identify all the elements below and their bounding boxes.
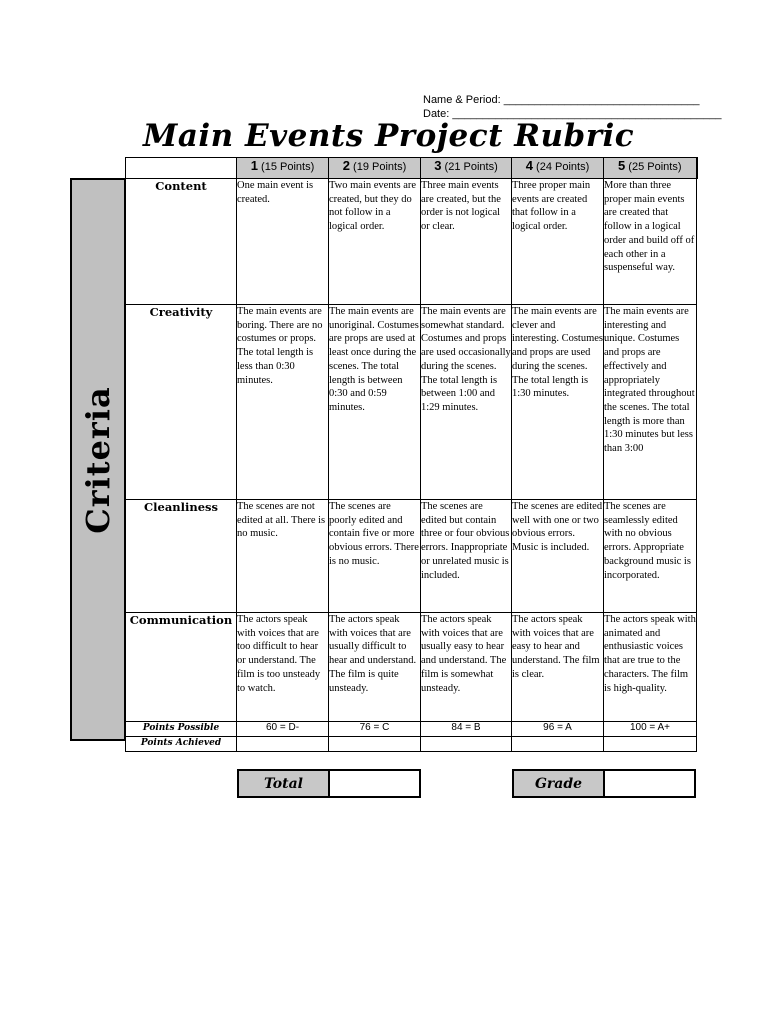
level-header-3: [421, 158, 512, 179]
points-achieved-label: Points Achieved: [126, 737, 237, 752]
grade-threshold: 60 = D-: [237, 722, 329, 737]
rubric-cell: Three main events are created, but the order is not logical or clear.: [421, 179, 512, 305]
points-achieved-cell-5[interactable]: [604, 737, 697, 752]
criteria-name: Cleanliness: [126, 500, 237, 613]
grade-threshold: 100 = A+: [604, 722, 697, 737]
rubric-cell: Two main events are created, but they do not follow in a logical order.: [329, 179, 421, 305]
points-possible-row: [126, 722, 697, 737]
rubric-cell: The main events are unoriginal. Costumes are props are used at least once during the scenes. The total length is between 0:30 and 0:59 minutes.: [329, 305, 421, 500]
level-points: (15 Points): [261, 161, 315, 173]
level-points: (25 Points): [628, 161, 682, 173]
level-header-row: [126, 158, 697, 179]
level-number: 2: [342, 158, 350, 173]
criteria-label-text: Criteria: [79, 385, 117, 534]
rubric-cell: More than three proper main events are created that follow in a logical order and build off of each other in a suspenseful way.: [604, 179, 697, 305]
criteria-row-communication: [126, 613, 697, 722]
name-period-field[interactable]: Name & Period: ________________________________: [423, 94, 700, 106]
level-points: (24 Points): [536, 161, 590, 173]
criteria-side-label: [70, 178, 126, 741]
grade-field[interactable]: [603, 769, 696, 798]
total-field[interactable]: [328, 769, 421, 798]
level-header-4: [512, 158, 604, 179]
rubric-cell: The actors speak with voices that are easy to hear and understand. The film is clear.: [512, 613, 604, 722]
grade-threshold: 76 = C: [329, 722, 421, 737]
rubric-cell: The actors speak with voices that are usually easy to hear and understand. The film is somewhat unsteady.: [421, 613, 512, 722]
criteria-row-cleanliness: [126, 500, 697, 613]
level-points: (21 Points): [444, 161, 498, 173]
level-header-1: [237, 158, 329, 179]
criteria-row-creativity: [126, 305, 697, 500]
points-achieved-cell-2[interactable]: [329, 737, 421, 752]
level-number: 3: [434, 158, 442, 173]
total-label: Total: [237, 769, 330, 798]
rubric-cell: The scenes are seamlessly edited with no obvious errors. Appropriate background music is incorporated.: [604, 500, 697, 613]
page-title: Main Events Project Rubric: [143, 118, 635, 154]
rubric-cell: Three proper main events are created that follow in a logical order.: [512, 179, 604, 305]
student-info: [423, 93, 722, 121]
level-header-5: [604, 158, 697, 179]
rubric-cell: The main events are interesting and unique. Costumes and props are effectively and appropriately integrated throughout the scenes. The total length is more than 1:30 minutes but less than 3:00: [604, 305, 697, 500]
criteria-name: Content: [126, 179, 237, 305]
grade-threshold: 96 = A: [512, 722, 604, 737]
rubric-cell: The actors speak with voices that are usually difficult to hear and understand. The film is quite unsteady.: [329, 613, 421, 722]
rubric-cell: The main events are somewhat standard. Costumes and props are used occasionally during the scenes. The total length is between 1:00 and 1:29 minutes.: [421, 305, 512, 500]
level-number: 5: [618, 158, 626, 173]
rubric-cell: The main events are boring. There are no costumes or props. The total length is less than 0:30 minutes.: [237, 305, 329, 500]
points-achieved-cell-4[interactable]: [512, 737, 604, 752]
criteria-row-content: [126, 179, 697, 305]
level-points: (19 Points): [353, 161, 407, 173]
rubric-cell: The scenes are poorly edited and contain five or more obvious errors. There is no music.: [329, 500, 421, 613]
points-possible-label: Points Possible: [126, 722, 237, 737]
rubric-cell: The actors speak with voices that are too difficult to hear or understand. The film is too unsteady to watch.: [237, 613, 329, 722]
level-header-2: [329, 158, 421, 179]
rubric-cell: The scenes are edited but contain three or four obvious errors. Inappropriate or unrelated music is included.: [421, 500, 512, 613]
rubric-cell: The scenes are edited well with one or two obvious errors. Music is included.: [512, 500, 604, 613]
level-number: 4: [525, 158, 533, 173]
level-number: 1: [250, 158, 258, 173]
grade-threshold: 84 = B: [421, 722, 512, 737]
rubric-table: [125, 157, 698, 752]
grade-label: Grade: [512, 769, 605, 798]
points-achieved-row: [126, 737, 697, 752]
points-achieved-cell-3[interactable]: [421, 737, 512, 752]
rubric-cell: The actors speak with animated and enthusiastic voices that are true to the characters. The film is high-quality.: [604, 613, 697, 722]
points-achieved-cell-1[interactable]: [237, 737, 329, 752]
date-field[interactable]: Date: ____________________________________________: [423, 108, 722, 120]
rubric-cell: The scenes are not edited at all. There is no music.: [237, 500, 329, 613]
rubric-cell: One main event is created.: [237, 179, 329, 305]
rubric-cell: The main events are clever and interesting. Costumes and props are used during the scenes. The total length is 1:30 minutes.: [512, 305, 604, 500]
criteria-name: Creativity: [126, 305, 237, 500]
header-corner: [126, 158, 237, 179]
criteria-name: Communication: [126, 613, 237, 722]
